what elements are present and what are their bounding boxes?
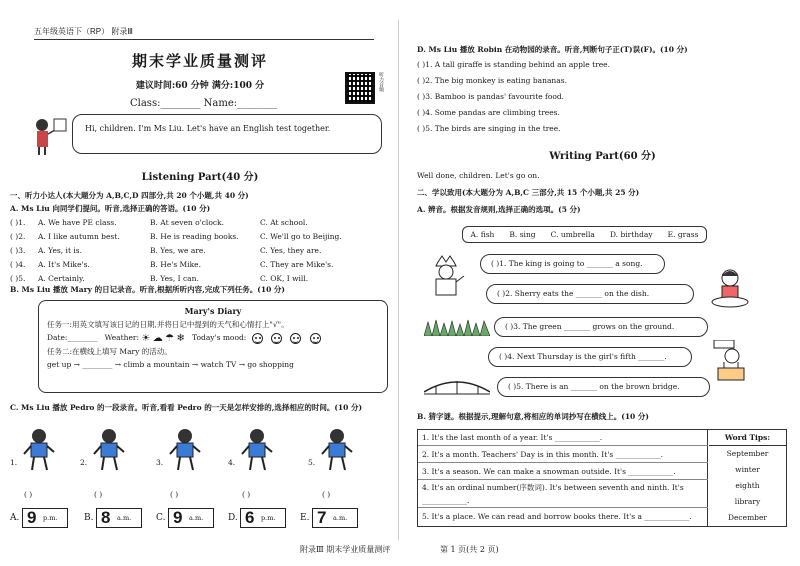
riddle-list (418, 430, 708, 526)
section-a-num[interactable]: ( )1. (10, 218, 26, 227)
riddle-row[interactable]: 5. It's a place. We can read and borrow books there. It's a ____________. (422, 512, 692, 521)
header-tag: 五年级英语下（RP） 附录Ⅲ (34, 26, 374, 40)
footer-left: 附录Ⅲ 期末学业质量测评 (300, 545, 391, 554)
section-a-num[interactable]: ( )5. (10, 274, 26, 283)
section-a-a: A. We have PE class. (38, 218, 117, 227)
writing-a-item-2[interactable]: ( )2. Sherry eats the _______ on the dish. (486, 284, 694, 304)
riddle-row[interactable]: 2. It's a month. Teachers' Day is in this month. It's ____________. (418, 446, 708, 463)
pedro-answer-paren[interactable]: ( ) (322, 490, 331, 499)
birthday-girl-icon (710, 340, 752, 382)
qr-code-icon[interactable] (345, 72, 375, 104)
section-a-a: A. Certainly. (38, 274, 85, 283)
section-a-c: C. They are Mike's. (260, 260, 334, 269)
digital-clock (312, 508, 358, 528)
pedro-answer-paren[interactable]: ( ) (24, 490, 33, 499)
happy-face-icon[interactable] (271, 333, 282, 344)
section-a-b: B. Yes, we are. (150, 246, 206, 255)
writing-a-item-3[interactable]: ( )3. The green _______ grows on the ground. (494, 317, 708, 337)
date-label: Date:________ (47, 333, 98, 342)
writing-intro: Well done, children. Let's go on. (417, 171, 540, 180)
clock-letter: A. (10, 513, 20, 523)
section-d-item[interactable]: ( )2. The big monkey is eating bananas. (417, 76, 567, 85)
section-a-b: B. At seven o'clock. (150, 218, 224, 227)
section-d-title: D. Ms Liu 播放 Robin 在动物园的录音。听音,判断句子正(T)误(F)。(10 分) (417, 45, 688, 54)
riddle-row[interactable]: 1. It's the last month of a year. It's ____________. (418, 430, 708, 446)
diary-title: Mary's Diary (184, 306, 242, 316)
sleeping-boy-icon (320, 428, 354, 472)
pedro-num: 3. (156, 458, 164, 467)
riddle-row[interactable]: 4. It's an ordinal number(序数词). It's between seventh and ninth. It's ____________. (418, 480, 708, 508)
task2: 任务二:在横线上填写 Mary 的活动。 (47, 346, 172, 356)
riddle-row[interactable]: 3. It's a season. We can make a snowman outside. It's ____________. (418, 463, 708, 480)
clock-hour: 9 (173, 508, 183, 527)
section-a-c: C. At school. (260, 218, 308, 227)
clock-letter: D. (228, 513, 238, 523)
writing-title: Writing Part(60 分) (549, 151, 656, 162)
word-option: C. umbrella (550, 230, 595, 239)
digital-clock (168, 508, 214, 528)
part1-title: 一、听力小达人(本大题分为 A,B,C,D 四部分,共 20 个小题,共 40 分) (10, 191, 249, 200)
writing-a-item-5[interactable]: ( )5. There is an _______ on the brown bridge. (497, 377, 710, 397)
diary-date-weather-row (47, 331, 379, 345)
clock-hour: 8 (101, 508, 111, 527)
pedro-num: 1. (10, 458, 18, 467)
activity-flow: get up → ________ → climb a mountain → watch TV → go shopping (47, 359, 294, 369)
teacher-icon (32, 116, 68, 156)
section-b-title: B. Ms Liu 播放 Mary 的日记录音。听音,根据所听内容,完成下列任务。(10 分) (10, 285, 285, 294)
cloudy-icon[interactable]: ☁ (152, 332, 163, 344)
snow-icon[interactable]: ❄ (176, 332, 185, 344)
pedro-num: 2. (80, 458, 88, 467)
tip-word: winter (735, 465, 760, 474)
tip-word: December (727, 513, 768, 522)
section-a-c: C. Yes, they are. (260, 246, 322, 255)
clock-ampm: p.m. (261, 514, 276, 522)
writing-a-item-1[interactable]: ( )1. The king is going to _______ a song. (480, 254, 665, 274)
section-a-num[interactable]: ( )3. (10, 246, 26, 255)
word-tips-title: Word Tips: (709, 430, 786, 446)
clock-hour: 9 (27, 508, 37, 527)
section-a-num[interactable]: ( )4. (10, 260, 26, 269)
pedro-answer-paren[interactable]: ( ) (94, 490, 103, 499)
subtitle: 建议时间:60 分钟 满分:100 分 (135, 81, 265, 91)
eating-boy-icon (92, 428, 126, 472)
clock-letter: E. (300, 513, 310, 523)
section-a-b: B. He's Mike. (150, 260, 201, 269)
running-boy-icon (22, 428, 56, 472)
section-a-num[interactable]: ( )2. (10, 232, 26, 241)
intro-bubble: Hi, children. I'm Ms Liu. Let's have an English test together. (72, 114, 382, 154)
basketball-boy-icon (240, 428, 274, 472)
mary-diary-box (38, 300, 388, 393)
clock-hour: 7 (317, 508, 327, 527)
king-icon (428, 254, 468, 300)
part2-title: 二、学以致用(本大题分为 A,B,C 三部分,共 15 个小题,共 25 分) (417, 188, 640, 197)
section-a-b: B. Yes, I can. (150, 274, 199, 283)
bridge-icon (424, 372, 490, 398)
clock-hour: 6 (245, 508, 255, 527)
word-tips (709, 430, 786, 526)
sun-icon[interactable]: ☀ (141, 332, 151, 344)
section-d-item[interactable]: ( )3. Bamboo is pandas' favourite food. (417, 92, 565, 101)
section-a-c: C. We'll go to Beijing. (260, 232, 342, 241)
rain-icon[interactable]: ☂ (165, 332, 175, 344)
grass-icon (424, 318, 490, 336)
qr-note: 听力音频 (378, 72, 384, 92)
digital-clock (240, 508, 286, 528)
waving-boy-icon (168, 428, 202, 472)
page-title: 期末学业质量测评 (131, 52, 268, 70)
section-a-a: A. I like autumn best. (38, 232, 120, 241)
pedro-answer-paren[interactable]: ( ) (170, 490, 179, 499)
footer-right: 第 1 页(共 2 页) (440, 545, 499, 554)
tip-word: eighth (735, 481, 760, 490)
word-options-box (462, 226, 707, 243)
writing-b-title: B. 猜字谜。根据提示,理解句意,将相应的单词抄写在横线上。(10 分) (417, 412, 649, 421)
task1: 任务一:用英文填写该日记的日期,并将日记中提到的天气和心情打上"√"。 (47, 320, 289, 329)
listening-title: Listening Part(40 分) (141, 172, 259, 183)
section-d-item[interactable]: ( )4. Some pandas are climbing trees. (417, 108, 560, 117)
neutral-face-icon[interactable] (290, 333, 301, 344)
word-option: A. fish (470, 230, 495, 239)
mood-label: Today's mood: (192, 333, 247, 342)
section-a-b: B. He is reading books. (150, 232, 239, 241)
weather-label: Weather: (104, 333, 140, 342)
clock-ampm: a.m. (117, 514, 132, 522)
pedro-num: 5. (308, 458, 316, 467)
pedro-num: 4. (228, 458, 236, 467)
class-name-line: Class:________ Name:________ (130, 98, 278, 109)
riddle-table (417, 429, 787, 527)
word-option: E. grass (667, 230, 699, 239)
writing-a-title: A. 辨音。根据发音规则,选择正确的选项。(5 分) (417, 205, 581, 214)
sad-face-icon[interactable] (310, 333, 321, 344)
pedro-answer-paren[interactable]: ( ) (242, 490, 251, 499)
clock-letter: C. (156, 513, 166, 523)
clock-ampm: a.m. (333, 514, 348, 522)
section-a-a: A. It's Mike's. (38, 260, 90, 269)
digital-clock (22, 508, 68, 528)
tip-word: September (726, 449, 769, 458)
section-c-title: C. Ms Liu 播放 Pedro 的一段录音。听音,看看 Pedro 的一天是怎样安排的,选择相应的时间。(10 分) (10, 403, 363, 412)
digital-clock (96, 508, 142, 528)
word-option: D. birthday (609, 230, 653, 239)
writing-a-item-4[interactable]: ( )4. Next Thursday is the girl's fifth _______. (488, 347, 692, 367)
section-d-item[interactable]: ( )5. The birds are singing in the tree. (417, 124, 561, 133)
section-a-c: C. OK, I will. (260, 274, 309, 283)
section-a-a: A. Yes, it is. (38, 246, 82, 255)
section-d-item[interactable]: ( )1. A tall giraffe is standing behind an apple tree. (417, 60, 610, 69)
tip-word: library (734, 497, 761, 506)
clock-ampm: a.m. (189, 514, 204, 522)
smile-face-icon[interactable] (252, 333, 263, 344)
word-option: B. sing (509, 230, 536, 239)
girl-eating-icon (710, 266, 752, 310)
clock-ampm: p.m. (43, 514, 58, 522)
clock-letter: B. (84, 513, 94, 523)
section-a-title: A. Ms Liu 向同学们提问。听音,选择正确的答语。(10 分) (10, 204, 211, 213)
